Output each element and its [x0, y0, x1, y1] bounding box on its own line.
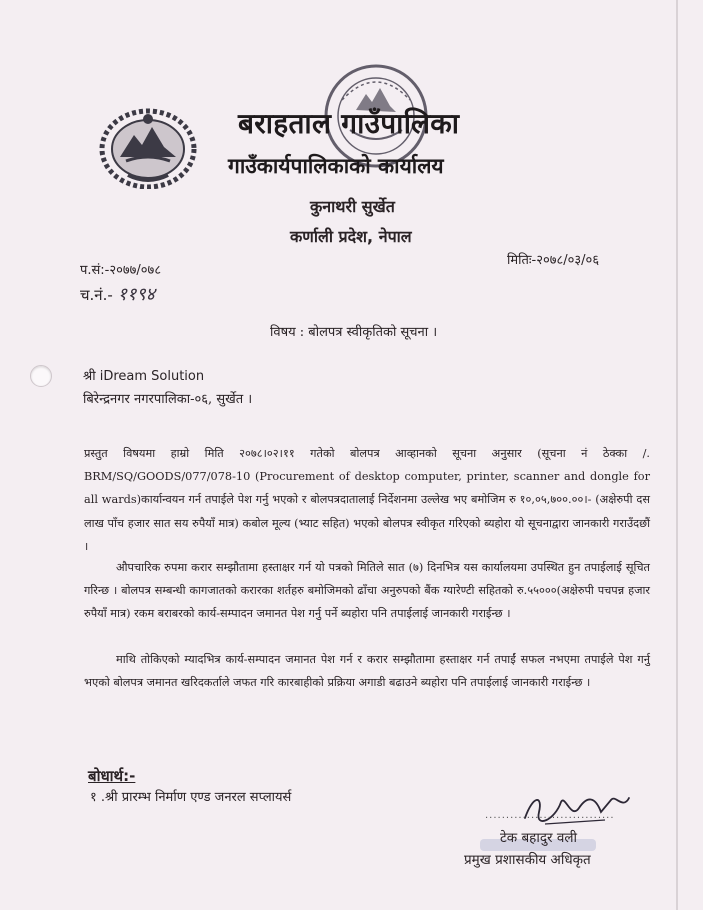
cc-label: बोधार्थ:-: [88, 767, 136, 785]
cc-item: १ .श्री प्रारम्भ निर्माण एण्ड जनरल सप्लायर्स: [90, 790, 292, 805]
letterhead-municipality: बराहताल गाउँपालिका: [238, 107, 460, 140]
reference-number: प.सं:-२०७७/०७८: [80, 263, 162, 278]
recipient-name: श्री iDream Solution: [83, 369, 205, 384]
letterhead-location: कुनाथरी सुर्खेत: [310, 197, 395, 216]
punch-hole: [30, 365, 52, 387]
officer-title: प्रमुख प्रशासकीय अधिकृत: [464, 852, 591, 868]
letter-subject: विषय : बोलपत्र स्वीकृतिको सूचना ।: [270, 325, 438, 340]
dispatch-label: च.नं.-: [80, 286, 113, 304]
government-emblem-icon: [98, 105, 198, 189]
letter-date: मितिः-२०७८/०३/०६: [507, 253, 600, 268]
dispatch-value: ११९४: [117, 284, 156, 305]
page-edge: [676, 0, 678, 910]
signature-line: ...............................: [485, 810, 615, 821]
letterhead-office: गाउँकार्यपालिकाको कार्यालय: [228, 154, 444, 178]
body-paragraph-1: प्रस्तुत विषयमा हाम्रो मिति २०७८।०२।११ गतेको बोलपत्र आव्हानको सूचना अनुसार (सूचना नं ठेक्का /. BRM/SQ/GOODS/077/078-10 (Procurement of desktop computer, printer, scanner and dongle for all wards)कार्यान्वयन गर्न तपाईले पेश गर्नु भएको र बोलपत्रदातालाई निर्देशनमा उल्लेख भए बमोजिम रु १०,०५,७००.००।- (अक्षेरुपी दस लाख पाँच हजार सात सय रुपैयाँ मात्र) कबोल मूल्य (भ्याट सहित) भएको बोलपत्र स्वीकृत गरिएको ब्यहोरा यो सूचनाद्वारा जानकारी गराउँदछौं ।: [84, 447, 650, 553]
recipient-address: बिरेन्द्रनगर नगरपालिका-०६, सुर्खेत ।: [83, 392, 253, 407]
letterhead-province: कर्णाली प्रदेश, नेपाल: [290, 227, 412, 246]
body-paragraph-2: औपचारिक रुपमा करार सम्झौतामा हस्ताक्षर गर्न यो पत्रको मितिले सात (७) दिनभित्र यस कार्यालयमा उपस्थित हुन तपाईलाई सूचित गरिन्छ । बोलपत्र सम्बन्धी कागजातको करारका शर्तहरु बमोजिमको ढाँचा अनुरुपको बैंक ग्यारेण्टी सहितको रु.५५०००(अक्षेरुपी पचपन्न हजार रुपैयाँ मात्र) रकम बराबरको कार्य-सम्पादन जमानत पेश गर्नु पर्ने ब्यहोरा पनि तपाईलाई जानकारी गराईन्छ ।: [84, 561, 650, 621]
body-paragraph-3: माथि तोकिएको म्यादभित्र कार्य-सम्पादन जमानत पेश गर्न र करार सम्झौतामा हस्ताक्षर गर्न तपाईं सफल नभएमा तपाईले पेश गर्नु भएको बोलपत्र जमानत खरिदकर्ताले जफत गरि कारबाहीको प्रक्रिया अगाडी बढाउने ब्यहोरा पनि तपाईलाई जानकारी गराईन्छ ।: [84, 653, 650, 690]
dispatch-number: [80, 282, 155, 306]
officer-name: टेक बहादुर वली: [500, 830, 577, 846]
